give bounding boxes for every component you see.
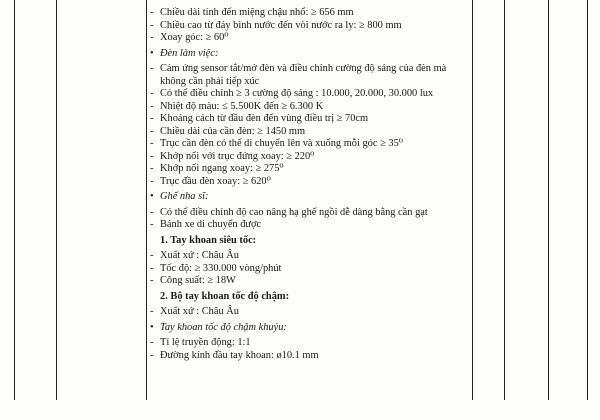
spec-line: - Chiều dài tính đến miệng chậu nhổ: ≥ 656 mm bbox=[150, 7, 472, 20]
section-heading-tay-khoan-sieu-toc: 1. Tay khoan siêu tốc: bbox=[160, 234, 257, 246]
table-border-right bbox=[587, 0, 588, 400]
spec-line: - Xuất xứ : Châu Âu bbox=[150, 250, 472, 263]
spec-line: - Tỉ lệ truyền động: 1:1 bbox=[150, 337, 472, 350]
section-heading-den-lam-viec: • Đèn làm việc: bbox=[150, 48, 472, 61]
spec-line: - Có thể điều chỉnh độ cao nâng hạ ghế ngồi dễ dàng bằng cần gạt bbox=[150, 207, 472, 220]
table-divider-5 bbox=[548, 0, 549, 400]
spec-line: - Chiều dài của cần đèn: ≥ 1450 mm bbox=[150, 126, 472, 139]
table-divider-2 bbox=[146, 0, 147, 400]
spec-line: - Xoay góc: ≥ 60⁰ bbox=[150, 32, 472, 45]
spec-line: - Trục cần đèn có thể di chuyển lên và xuống mỗi góc ≥ 35⁰ bbox=[150, 138, 472, 151]
spec-line: - Khớp nối ngang xoay: ≥ 275⁰ bbox=[150, 163, 472, 176]
spec-line: - Có thể điều chỉnh ≥ 3 cường độ sáng : 10.000, 20.000, 30.000 lux bbox=[150, 88, 472, 101]
spec-line: - Công suất: ≥ 18W bbox=[150, 275, 472, 288]
spec-line: - Đường kính đầu tay khoan: ø10.1 mm bbox=[150, 350, 472, 363]
section-heading-bo-tay-khoan-toc-do-cham: 2. Bộ tay khoan tốc độ chậm: bbox=[160, 290, 290, 302]
spec-line: - Nhiệt độ màu: ≤ 5.500K đến ≥ 6.300 K bbox=[150, 101, 472, 114]
table-divider-4 bbox=[504, 0, 505, 400]
section-heading-tay-khoan-khuyu: • Tay khoan tốc độ chậm khuỷu: bbox=[150, 322, 472, 335]
spec-line: - Cảm ứng sensor tắt/mở đèn và điều chỉnh cường độ sáng của đèn mà không cần phải tiếp xúc bbox=[150, 63, 472, 88]
spec-line: - Khớp nối với trục đứng xoay: ≥ 220⁰ bbox=[150, 151, 472, 164]
spec-line: - Bánh xe di chuyển được bbox=[150, 219, 472, 232]
table-divider-3 bbox=[472, 0, 473, 400]
spec-line: - Trục đầu đèn xoay: ≥ 620⁰ bbox=[150, 176, 472, 189]
spec-content bbox=[150, 7, 472, 362]
spec-line: - Khoảng cách từ đầu đèn đến vùng điều trị ≥ 70cm bbox=[150, 113, 472, 126]
spec-line: - Tốc độ: ≥ 330.000 vòng/phút bbox=[150, 263, 472, 276]
spec-line: - Chiều cao từ đáy bình nước đến vòi nước ra ly: ≥ 800 mm bbox=[150, 20, 472, 33]
section-heading-ghe-nha-si: • Ghế nha sĩ: bbox=[150, 191, 472, 204]
table-border-left bbox=[14, 0, 15, 400]
table-divider-1 bbox=[56, 0, 57, 400]
spec-line: - Xuất xứ : Châu Âu bbox=[150, 306, 472, 319]
